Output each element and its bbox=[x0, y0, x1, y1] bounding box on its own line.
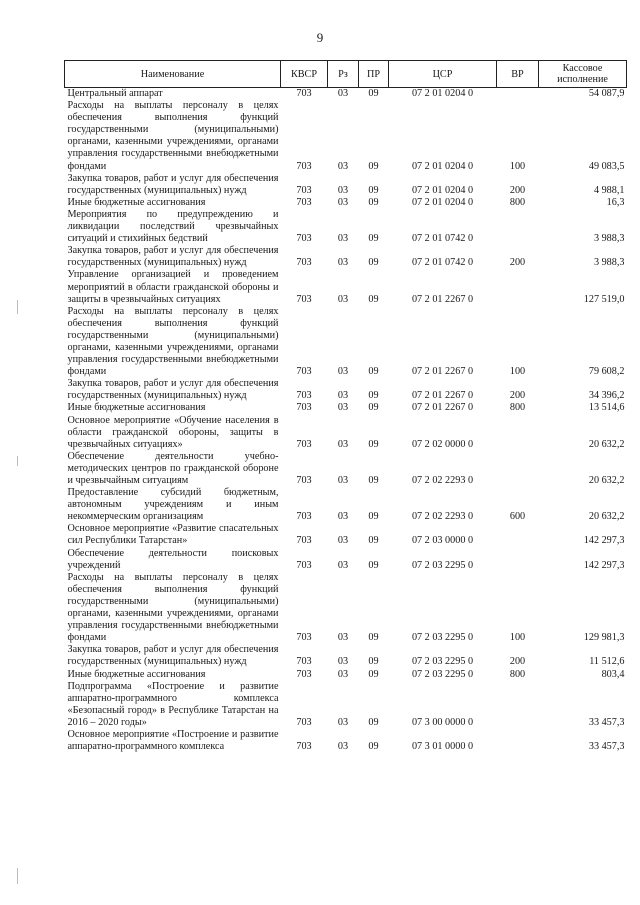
table-row bbox=[65, 487, 627, 523]
cell-pr: 09 bbox=[368, 438, 379, 450]
cell-rz: 03 bbox=[337, 402, 349, 414]
cell-csr: 07 2 01 0204 0 bbox=[411, 88, 474, 99]
cell-vr bbox=[497, 451, 539, 487]
cell-name: Мероприятия по предупреждению и ликвидации последствий чрезвычайных ситуаций и стихийных бедствий bbox=[67, 208, 279, 245]
cell-name: Иные бюджетные ассигнования bbox=[67, 196, 206, 208]
cell-vr: 100 bbox=[509, 632, 526, 644]
cell-kvsr: 703 bbox=[296, 716, 312, 728]
cell-name: Закупка товаров, работ и услуг для обеспечения государственных (муниципальных) нужд bbox=[67, 245, 279, 269]
cell-rz: 03 bbox=[337, 438, 349, 450]
cell-vr: 800 bbox=[509, 668, 526, 680]
cell-name: Расходы на выплаты персоналу в целях обеспечения выполнения функций государственными (муниципальными) органами, казенными учреждениями, органами управления государственными внебюджетными фондами bbox=[67, 571, 279, 644]
cell-kvsr: 703 bbox=[296, 293, 312, 305]
cell-amount: 142 297,3 bbox=[583, 535, 625, 547]
cell-rz: 03 bbox=[337, 233, 349, 245]
cell-rz: 03 bbox=[337, 656, 349, 668]
cell-kvsr: 703 bbox=[296, 366, 312, 378]
table-row bbox=[65, 644, 627, 668]
cell-amount: 16,3 bbox=[606, 196, 625, 208]
budget-table bbox=[64, 60, 627, 753]
cell-kvsr: 703 bbox=[296, 160, 312, 172]
cell-vr: 200 bbox=[509, 257, 526, 269]
cell-pr: 09 bbox=[368, 293, 379, 305]
cell-csr: 07 2 01 0204 0 bbox=[411, 184, 474, 196]
cell-kvsr: 703 bbox=[296, 741, 312, 753]
cell-amount: 129 981,3 bbox=[583, 632, 625, 644]
cell-pr: 09 bbox=[368, 741, 379, 753]
table-row bbox=[65, 548, 627, 572]
cell-vr: 200 bbox=[509, 656, 526, 668]
cell-vr bbox=[497, 548, 539, 572]
cell-kvsr: 703 bbox=[296, 390, 312, 402]
cell-kvsr: 703 bbox=[296, 632, 312, 644]
table-body bbox=[65, 88, 627, 754]
cell-amount: 142 297,3 bbox=[583, 559, 625, 571]
cell-amount: 803,4 bbox=[601, 668, 625, 680]
cell-pr: 09 bbox=[368, 88, 379, 99]
cell-pr: 09 bbox=[368, 511, 379, 523]
cell-kvsr: 703 bbox=[296, 438, 312, 450]
cell-kvsr: 703 bbox=[296, 88, 312, 99]
cell-csr: 07 2 01 2267 0 bbox=[411, 293, 474, 305]
margin-mark bbox=[17, 456, 18, 466]
cell-pr: 09 bbox=[368, 632, 379, 644]
cell-csr: 07 2 02 2293 0 bbox=[411, 475, 474, 486]
cell-rz: 03 bbox=[337, 716, 349, 728]
cell-kvsr: 703 bbox=[296, 559, 312, 571]
cell-name: Основное мероприятие «Обучение населения в области гражданской обороны, защиты в чрезвычайных ситуациях» bbox=[67, 414, 279, 450]
table-row bbox=[65, 173, 627, 197]
cell-vr: 200 bbox=[509, 390, 526, 402]
header-kvsr: КВСР bbox=[281, 61, 328, 88]
cell-pr: 09 bbox=[368, 366, 379, 378]
cell-name: Предоставление субсидий бюджетным, автономным учреждениям и иным некоммерческим организациям bbox=[67, 487, 279, 523]
cell-kvsr: 703 bbox=[296, 475, 312, 486]
cell-kvsr: 703 bbox=[296, 184, 312, 196]
cell-pr: 09 bbox=[368, 535, 379, 547]
cell-vr bbox=[497, 523, 539, 547]
cell-amount: 49 083,5 bbox=[588, 160, 625, 172]
cell-vr bbox=[497, 415, 539, 451]
cell-csr: 07 2 01 0204 0 bbox=[411, 196, 474, 208]
cell-amount: 3 988,3 bbox=[593, 233, 625, 245]
cell-name: Управление организацией и проведением мероприятий в области гражданской обороны и защиты в чрезвычайных ситуациях bbox=[67, 269, 279, 305]
cell-csr: 07 2 03 2295 0 bbox=[411, 668, 474, 680]
header-vr: ВР bbox=[497, 61, 539, 88]
cell-vr: 800 bbox=[509, 196, 526, 208]
cell-amount: 79 608,2 bbox=[588, 366, 625, 378]
cell-amount: 127 519,0 bbox=[583, 293, 625, 305]
cell-csr: 07 2 03 2295 0 bbox=[411, 559, 474, 571]
cell-name: Иные бюджетные ассигнования bbox=[67, 668, 206, 680]
cell-csr: 07 2 01 0742 0 bbox=[411, 257, 474, 269]
header-name: Наименование bbox=[65, 61, 281, 88]
cell-vr bbox=[497, 729, 539, 753]
table-row bbox=[65, 415, 627, 451]
cell-vr bbox=[497, 681, 539, 729]
cell-vr: 100 bbox=[509, 160, 526, 172]
cell-pr: 09 bbox=[368, 160, 379, 172]
cell-vr: 200 bbox=[509, 184, 526, 196]
header-amount: Кассовое исполнение bbox=[539, 61, 627, 88]
cell-amount: 33 457,3 bbox=[588, 716, 625, 728]
cell-pr: 09 bbox=[368, 716, 379, 728]
table-row bbox=[65, 451, 627, 487]
cell-kvsr: 703 bbox=[296, 196, 312, 208]
cell-name: Обеспечение деятельности поисковых учреждений bbox=[67, 547, 279, 571]
cell-name: Расходы на выплаты персоналу в целях обеспечения выполнения функций государственными (муниципальными) органами, казенными учреждениями, органами управления государственными внебюджетными фондами bbox=[67, 100, 279, 172]
cell-csr: 07 2 02 0000 0 bbox=[411, 438, 474, 450]
cell-rz: 03 bbox=[337, 88, 349, 99]
cell-name: Основное мероприятие «Построение и развитие аппаратно-программного комплекса bbox=[67, 728, 279, 753]
cell-kvsr: 703 bbox=[296, 668, 312, 680]
cell-rz: 03 bbox=[337, 293, 349, 305]
cell-vr: 100 bbox=[509, 366, 526, 378]
cell-pr: 09 bbox=[368, 184, 379, 196]
table-row bbox=[65, 269, 627, 305]
cell-amount: 20 632,2 bbox=[588, 475, 625, 486]
cell-csr: 07 3 00 0000 0 bbox=[411, 716, 474, 728]
cell-rz: 03 bbox=[337, 559, 349, 571]
cell-rz: 03 bbox=[337, 184, 349, 196]
header-csr: ЦСР bbox=[389, 61, 497, 88]
cell-pr: 09 bbox=[368, 402, 379, 414]
cell-vr bbox=[497, 209, 539, 245]
cell-rz: 03 bbox=[337, 668, 349, 680]
cell-kvsr: 703 bbox=[296, 656, 312, 668]
cell-vr: 600 bbox=[509, 511, 526, 523]
cell-name: Обеспечение деятельности учебно-методических центров по гражданской обороне и чрезвычайным ситуациям bbox=[67, 450, 279, 486]
margin-mark bbox=[17, 868, 18, 884]
cell-vr bbox=[497, 88, 539, 101]
table-row bbox=[65, 100, 627, 173]
cell-rz: 03 bbox=[337, 257, 349, 269]
cell-rz: 03 bbox=[337, 366, 349, 378]
cell-kvsr: 703 bbox=[296, 535, 312, 547]
cell-csr: 07 2 01 2267 0 bbox=[411, 390, 474, 402]
cell-name: Закупка товаров, работ и услуг для обеспечения государственных (муниципальных) нужд bbox=[67, 172, 279, 196]
cell-amount: 13 514,6 bbox=[588, 402, 625, 414]
cell-pr: 09 bbox=[368, 233, 379, 245]
cell-vr: 800 bbox=[509, 402, 526, 414]
cell-csr: 07 2 03 0000 0 bbox=[411, 535, 474, 547]
cell-pr: 09 bbox=[368, 559, 379, 571]
table-row bbox=[65, 729, 627, 753]
cell-amount: 33 457,3 bbox=[588, 741, 625, 753]
cell-amount: 20 632,2 bbox=[588, 511, 625, 523]
cell-kvsr: 703 bbox=[296, 257, 312, 269]
cell-amount: 11 512,6 bbox=[589, 656, 625, 668]
table-row bbox=[65, 245, 627, 269]
cell-vr bbox=[497, 269, 539, 305]
cell-kvsr: 703 bbox=[296, 402, 312, 414]
cell-rz: 03 bbox=[337, 196, 349, 208]
cell-amount: 34 396,2 bbox=[588, 390, 625, 402]
cell-kvsr: 703 bbox=[296, 233, 312, 245]
header-pr: ПР bbox=[359, 61, 389, 88]
table-row bbox=[65, 572, 627, 645]
cell-rz: 03 bbox=[337, 160, 349, 172]
cell-amount: 3 988,3 bbox=[593, 257, 625, 269]
cell-pr: 09 bbox=[368, 656, 379, 668]
cell-pr: 09 bbox=[368, 668, 379, 680]
cell-rz: 03 bbox=[337, 741, 349, 753]
cell-name: Иные бюджетные ассигнования bbox=[67, 402, 206, 414]
table-row bbox=[65, 88, 627, 101]
table-header bbox=[65, 61, 627, 88]
cell-pr: 09 bbox=[368, 390, 379, 402]
cell-pr: 09 bbox=[368, 196, 379, 208]
table-row bbox=[65, 378, 627, 402]
margin-mark bbox=[17, 300, 18, 314]
cell-amount: 54 087,9 bbox=[588, 88, 625, 99]
table-row bbox=[65, 209, 627, 245]
table-row bbox=[65, 402, 627, 414]
cell-name: Центральный аппарат bbox=[67, 88, 163, 99]
cell-name: Закупка товаров, работ и услуг для обеспечения государственных (муниципальных) нужд bbox=[67, 644, 279, 668]
cell-csr: 07 2 01 0204 0 bbox=[411, 160, 474, 172]
cell-rz: 03 bbox=[337, 390, 349, 402]
header-rz: Рз bbox=[328, 61, 359, 88]
cell-csr: 07 2 03 2295 0 bbox=[411, 632, 474, 644]
cell-csr: 07 2 03 2295 0 bbox=[411, 656, 474, 668]
cell-rz: 03 bbox=[337, 475, 349, 486]
table-row bbox=[65, 681, 627, 729]
cell-name: Расходы на выплаты персоналу в целях обеспечения выполнения функций государственными (муниципальными) органами, казенными учреждениями, органами управления государственными внебюджетными фондами bbox=[67, 305, 279, 378]
table-row bbox=[65, 669, 627, 681]
cell-rz: 03 bbox=[337, 511, 349, 523]
cell-rz: 03 bbox=[337, 535, 349, 547]
cell-amount: 20 632,2 bbox=[588, 438, 625, 450]
cell-amount: 4 988,1 bbox=[593, 184, 625, 196]
cell-name: Подпрограмма «Построение и развитие аппаратно-программного комплекса «Безопасный город» в Республике Татарстан на 2016 – 2020 годы» bbox=[67, 680, 279, 728]
cell-pr: 09 bbox=[368, 257, 379, 269]
cell-csr: 07 2 01 2267 0 bbox=[411, 402, 474, 414]
cell-csr: 07 3 01 0000 0 bbox=[411, 741, 474, 753]
table-row bbox=[65, 523, 627, 547]
cell-rz: 03 bbox=[337, 632, 349, 644]
cell-name: Закупка товаров, работ и услуг для обеспечения государственных (муниципальных) нужд bbox=[67, 378, 279, 402]
cell-kvsr: 703 bbox=[296, 511, 312, 523]
page-number: 9 bbox=[316, 30, 324, 45]
table-row bbox=[65, 197, 627, 209]
cell-name: Основное мероприятие «Развитие спасательных сил Республики Татарстан» bbox=[67, 523, 279, 547]
cell-csr: 07 2 02 2293 0 bbox=[411, 511, 474, 523]
cell-csr: 07 2 01 0742 0 bbox=[411, 233, 474, 245]
cell-pr: 09 bbox=[368, 475, 379, 486]
table-row bbox=[65, 306, 627, 379]
cell-csr: 07 2 01 2267 0 bbox=[411, 366, 474, 378]
